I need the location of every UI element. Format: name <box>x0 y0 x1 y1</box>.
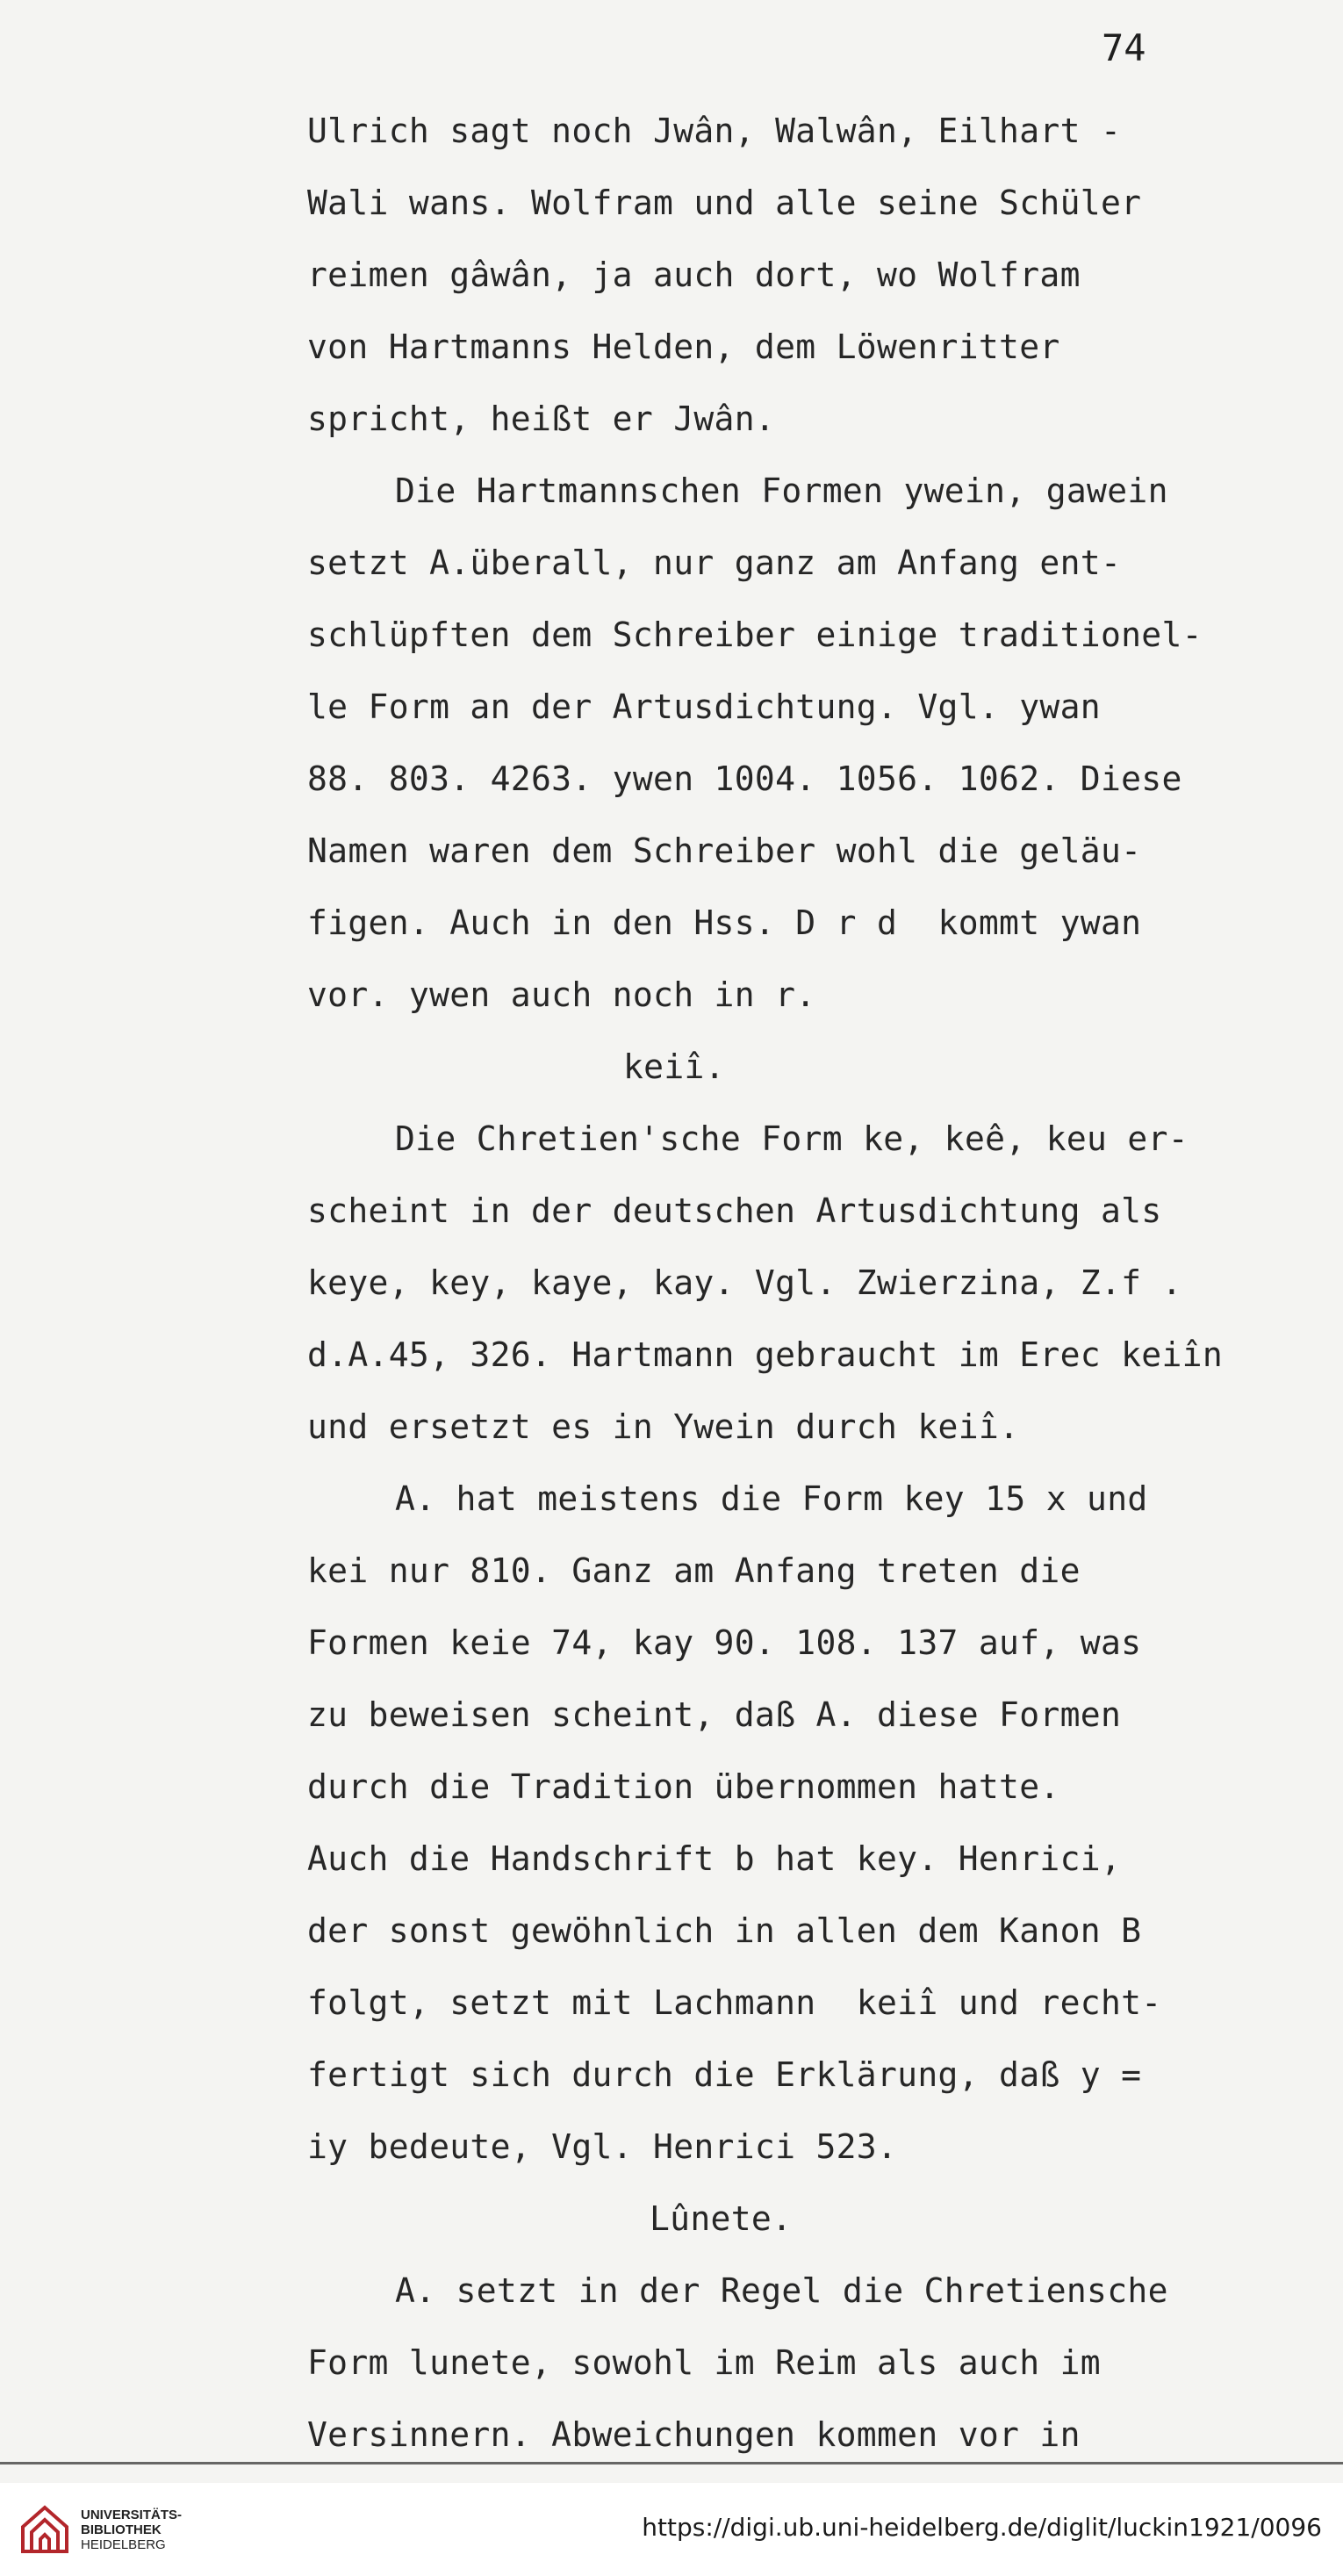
text-line: Auch die Handschrift b hat key. Henrici, <box>307 1839 1122 1878</box>
text-line: fertigt sich durch die Erklärung, daß y = <box>307 2055 1142 2094</box>
text-line: Lûnete. <box>650 2199 793 2238</box>
text-line: A. hat meistens die Form key 15 x und <box>395 1479 1148 1518</box>
text-line: setzt A.überall, nur ganz am Anfang ent- <box>307 543 1122 582</box>
text-line: keiî. <box>623 1047 725 1086</box>
typewritten-text <box>307 95 1273 2471</box>
text-line: durch die Tradition übernommen hatte. <box>307 1767 1060 1806</box>
text-line: A. setzt in der Regel die Chretiensche <box>395 2271 1168 2310</box>
text-line: vor. ywen auch noch in r. <box>307 975 816 1014</box>
text-line: Form lunete, sowohl im Reim als auch im <box>307 2343 1101 2382</box>
page-number: 74 <box>1102 26 1146 69</box>
text-line: Namen waren dem Schreiber wohl die geläu- <box>307 831 1142 870</box>
university-library-logo-icon <box>16 2500 74 2558</box>
text-line: reimen gâwân, ja auch dort, wo Wolfram <box>307 255 1081 294</box>
text-line: Ulrich sagt noch Jwân, Walwân, Eilhart - <box>307 112 1122 150</box>
text-line: iy bedeute, Vgl. Henrici 523. <box>307 2127 898 2166</box>
page-edge <box>0 2462 1343 2464</box>
institution-line-2: BIBLIOTHEK <box>81 2522 162 2537</box>
permalink-url[interactable]: https://digi.ub.uni-heidelberg.de/diglit/luckin1921/0096 <box>642 2513 1322 2542</box>
text-line: figen. Auch in den Hss. D r d kommt ywan <box>307 903 1142 942</box>
text-line: der sonst gewöhnlich in allen dem Kanon B <box>307 1911 1142 1950</box>
text-line: Wali wans. Wolfram und alle seine Schüler <box>307 183 1142 222</box>
text-line: von Hartmanns Helden, dem Löwenritter <box>307 327 1060 366</box>
text-line: scheint in der deutschen Artusdichtung als <box>307 1191 1162 1230</box>
text-line: und ersetzt es in Ywein durch keiî. <box>307 1407 1020 1446</box>
text-line: Die Hartmannschen Formen ywein, gawein <box>395 471 1168 510</box>
institution-line-1: UNIVERSITÄTS- <box>81 2508 183 2522</box>
text-line: spricht, heißt er Jwân. <box>307 399 776 438</box>
text-line: Formen keie 74, kay 90. 108. 137 auf, was <box>307 1623 1142 1662</box>
text-line: schlüpften dem Schreiber einige traditionel- <box>307 615 1203 654</box>
text-line: folgt, setzt mit Lachmann keiî und recht- <box>307 1983 1162 2022</box>
text-line: Die Chretien'sche Form ke, keê, keu er- <box>395 1119 1189 1158</box>
text-line: le Form an der Artusdichtung. Vgl. ywan <box>307 687 1101 726</box>
text-line: d.A.45, 326. Hartmann gebraucht im Erec keiîn <box>307 1335 1224 1374</box>
text-line: Versinnern. Abweichungen kommen vor in <box>307 2415 1081 2454</box>
text-line: kei nur 810. Ganz am Anfang treten die <box>307 1551 1081 1590</box>
institution-name <box>81 2508 182 2552</box>
institution-line-3: HEIDELBERG <box>81 2537 166 2552</box>
text-line: keye, key, kaye, kay. Vgl. Zwierzina, Z.f . <box>307 1263 1182 1302</box>
text-line: 88. 803. 4263. ywen 1004. 1056. 1062. Diese <box>307 759 1182 798</box>
text-line: zu beweisen scheint, daß A. diese Formen <box>307 1695 1122 1734</box>
